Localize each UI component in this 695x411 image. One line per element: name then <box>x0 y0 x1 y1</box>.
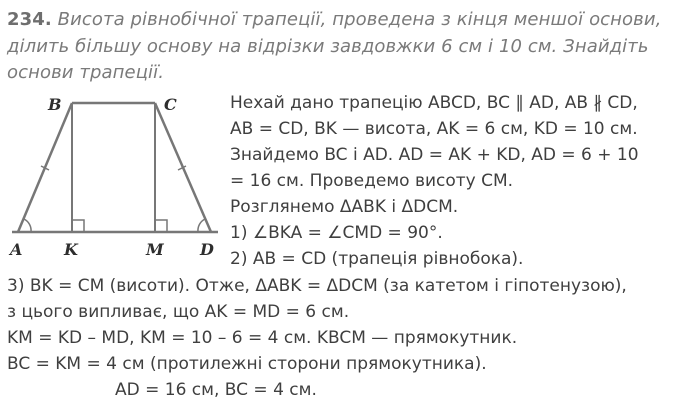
solution-line-11: BC = KM = 4 см (протилежні сторони прямокутника). <box>7 354 487 374</box>
vertex-label-k: K <box>64 240 78 259</box>
solution-line-10: KM = KD – MD, KM = 10 – 6 = 4 см. KBCM — прямокутник. <box>7 328 518 348</box>
solution-line-2: AB = CD, BK — висота, AK = 6 см, KD = 10 см. <box>230 119 638 139</box>
vertex-label-m: M <box>146 240 164 259</box>
solution-line-3: Знайдемо BC і AD. AD = AK + KD, AD = 6 + 10 <box>230 145 639 165</box>
vertex-label-b: B <box>48 95 62 114</box>
solution-line-9: з цього випливає, що AK = MD = 6 см. <box>7 302 350 322</box>
angle-arc-a <box>24 219 31 232</box>
right-angle-k <box>72 220 84 232</box>
trapezoid-diagram <box>0 88 232 264</box>
angle-arc-d <box>198 219 205 232</box>
solution-line-5: Розглянемо ΔABK і ΔDCM. <box>230 197 459 217</box>
vertex-label-c: C <box>164 95 177 114</box>
solution-line-6: 1) ∠BKA = ∠CMD = 90°. <box>230 223 443 243</box>
problem-text-1: Висота рівнобічної трапеції, проведена з кінця меншої основи, <box>57 9 662 30</box>
solution-line-7: 2) AB = CD (трапеція рівнобока). <box>230 249 524 269</box>
vertex-label-a: A <box>10 240 23 259</box>
trapezoid-figure <box>0 88 232 264</box>
solution-line-1: Нехай дано трапецію ABCD, BC ∥ AD, AB ∦ CD, <box>230 93 638 113</box>
vertex-label-d: D <box>200 240 214 259</box>
solution-line-4: = 16 см. Проведемо висоту CM. <box>230 171 514 191</box>
problem-number: 234. <box>7 9 52 30</box>
problem-line-3: основи трапеції. <box>7 62 165 83</box>
solution-line-8: 3) BK = CM (висоти). Отже, ΔABK = ΔDCM (за катетом і гіпотенузою), <box>7 276 627 296</box>
right-angle-m <box>155 220 167 232</box>
solution-answer: AD = 16 см, BC = 4 см. <box>115 380 317 400</box>
problem-line-2: ділить більшу основу на відрізки завдовжки 6 см і 10 см. Знайдіть <box>7 36 649 57</box>
problem-line-1 <box>7 9 661 30</box>
